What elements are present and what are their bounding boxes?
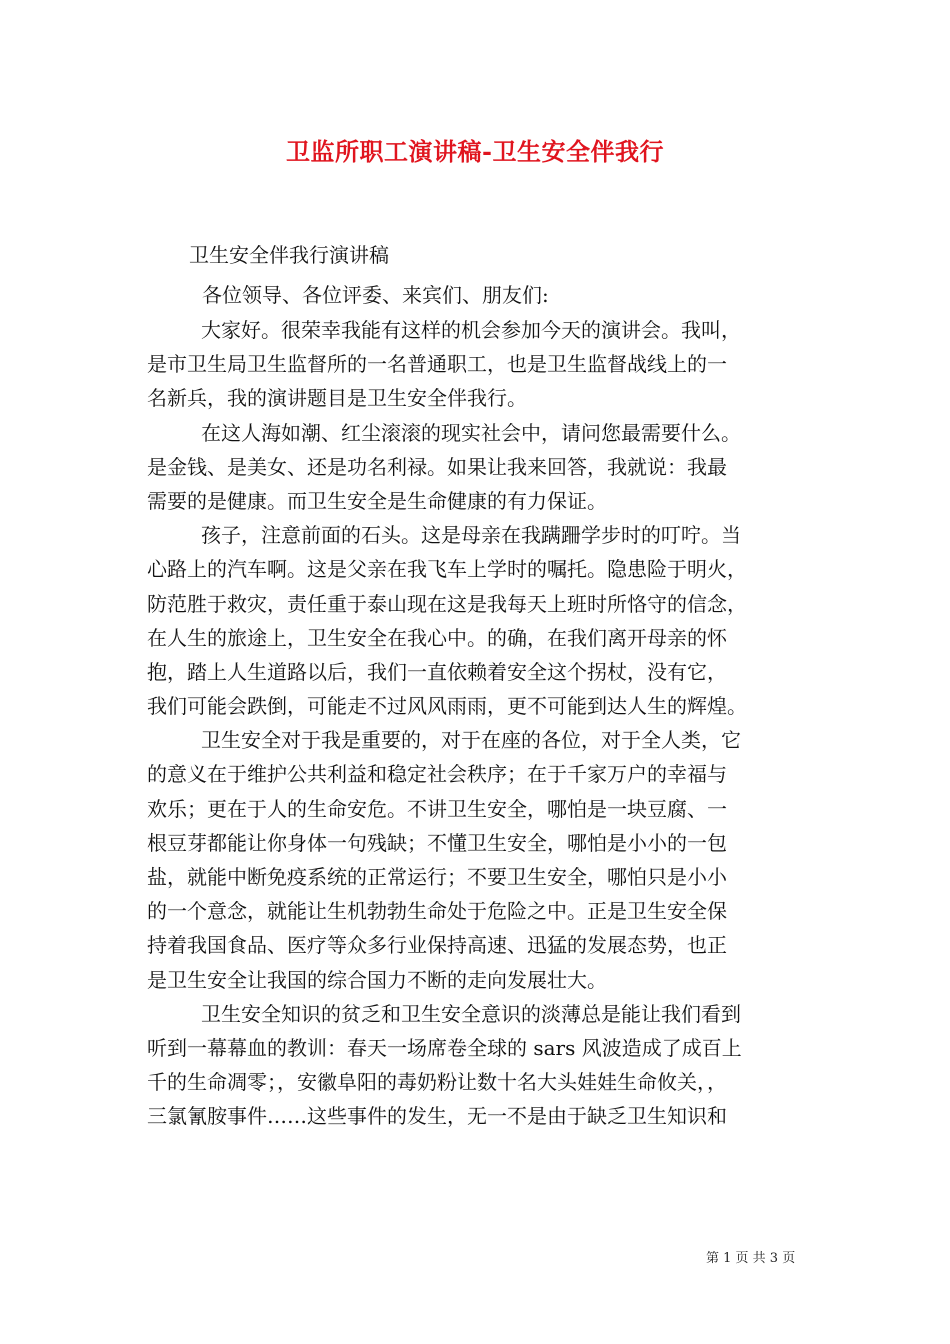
text-line: 是卫生安全让我国的综合国力不断的走向发展壮大。 (147, 967, 607, 992)
text-line: 是金钱、是美女、还是功名利禄。如果让我来回答，我就说：我最 (147, 454, 727, 479)
text-line: 盐，就能中断免疫系统的正常运行；不要卫生安全，哪怕只是小小 (147, 865, 727, 889)
text-line: 我们可能会跌倒，可能走不过风风雨雨，更不可能到达人生的辉煌。 (147, 694, 747, 719)
greeting-line: 各位领导、各位评委、来宾们、朋友们: (202, 283, 549, 307)
speech-subheading: 卫生安全伴我行演讲稿 (189, 243, 389, 267)
text-line: 名新兵，我的演讲题目是卫生安全伴我行。 (147, 386, 527, 411)
text-line: 需要的是健康。而卫生安全是生命健康的有力保证。 (147, 488, 607, 513)
text-line: 心路上的汽车啊。这是父亲在我飞车上学时的嘱托。隐患险于明火， (147, 557, 747, 582)
text-line: 欢乐；更在于人的生命安危。不讲卫生安全，哪怕是一块豆腐、一 (147, 796, 727, 821)
text-line: 听到一幕幕血的教训：春天一场席卷全球的 sars 风波造成了成百上 (147, 1035, 742, 1060)
text-line: 的一个意念，就能让生机勃勃生命处于危险之中。正是卫生安全保 (147, 899, 727, 924)
text-line: 孩子，注意前面的石头。这是母亲在我蹒跚学步时的叮咛。当 (201, 523, 741, 548)
text-line: 的意义在于维护公共利益和稳定社会秩序；在于千家万户的幸福与 (147, 762, 727, 787)
text-line: 卫生安全知识的贫乏和卫生安全意识的淡薄总是能让我们看到 (201, 1001, 741, 1026)
page-number: 第 1 页 共 3 页 (706, 1251, 796, 1266)
text-line: 是市卫生局卫生监督所的一名普通职工，也是卫生监督战线上的一 (147, 352, 727, 377)
text-line: 大家好。很荣幸我能有这样的机会参加今天的演讲会。我叫， (201, 318, 741, 342)
text-line: 持着我国食品、医疗等众多行业保持高速、迅猛的发展态势，也正 (147, 933, 727, 958)
document-title: 卫监所职工演讲稿-卫生安全伴我行 (286, 137, 664, 166)
speech-body (147, 313, 807, 1134)
text-line: 千的生命凋零；，安徽阜阳的毒奶粉让数十名大头娃娃生命攸关，， (147, 1070, 727, 1095)
text-line: 抱，踏上人生道路以后，我们一直依赖着安全这个拐杖，没有它， (147, 659, 727, 684)
text-line: 根豆芽都能让你身体一句残缺；不懂卫生安全，哪怕是小小的一包 (147, 830, 727, 855)
text-line: 卫生安全对于我是重要的，对于在座的各位，对于全人类，它 (201, 728, 741, 753)
text-line: 在人生的旅途上，卫生安全在我心中。的确，在我们离开母亲的怀 (147, 625, 727, 650)
text-line: 在这人海如潮、红尘滚滚的现实社会中，请问您最需要什么。 (201, 420, 741, 445)
text-line: 三氯氰胺事件……这些事件的发生，无一不是由于缺乏卫生知识和 (147, 1104, 727, 1129)
text-line: 防范胜于救灾，责任重于泰山现在这是我每天上班时所恪守的信念， (147, 591, 747, 616)
